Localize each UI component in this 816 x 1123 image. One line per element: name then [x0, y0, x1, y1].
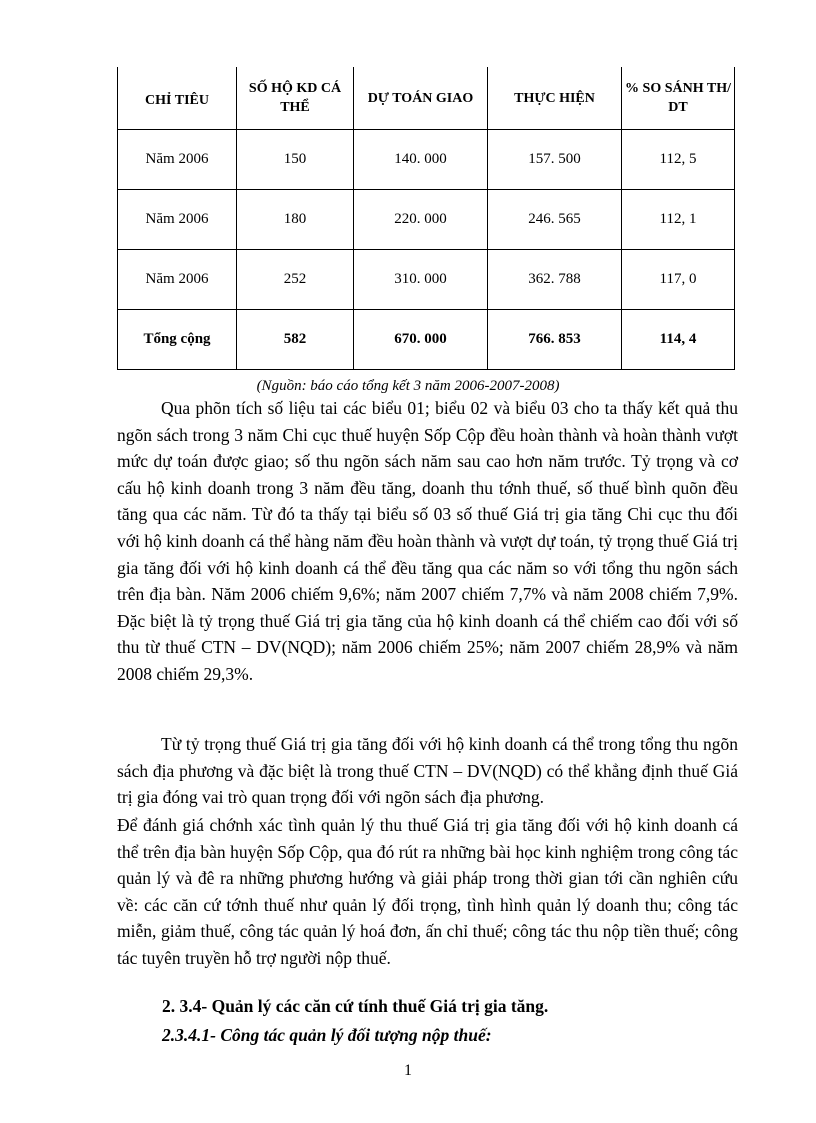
- table-cell: 310. 000: [354, 250, 488, 310]
- revenue-table: [117, 67, 735, 370]
- table-row: [118, 190, 735, 250]
- table-total-row: [118, 310, 735, 370]
- table-header-row: [118, 67, 735, 130]
- header-cell: THỰC HIỆN: [488, 67, 622, 130]
- header-cell: CHỈ TIÊU: [118, 67, 237, 130]
- total-cell: 766. 853: [488, 310, 622, 370]
- table-cell: 362. 788: [488, 250, 622, 310]
- table-cell: 220. 000: [354, 190, 488, 250]
- total-cell: 670. 000: [354, 310, 488, 370]
- paragraph-evaluation: Để đánh giá chớnh xác tình quản lý thu thuế Giá trị gia tăng đối với hộ kinh doanh cá thể trên địa bàn huyện Sốp Cộp, qua đó rút ra những bài học kinh nghiệm trong công tác quản lý và đê ra những phương hướng và giải pháp trong thời gian tới cần nghiên cứu về: các căn cứ tớnh thuế như quản lý đối trọng, tình hình quản lý doanh thu; công tác miễn, giảm thuế, công tác quản lý hoá đơn, ấn chỉ thuế; công tác thu nộp tiền thuế; công tác tuyên truyền hỗ trợ người nộp thuế.: [117, 815, 738, 968]
- table-cell: 157. 500: [488, 130, 622, 190]
- total-cell: Tổng cộng: [118, 310, 237, 370]
- table-cell: 180: [237, 190, 354, 250]
- subsection-heading: 2.3.4.1- Công tác quản lý đối tượng nộp thuế:: [162, 1025, 492, 1045]
- header-cell: % SO SÁNH TH/ DT: [622, 67, 735, 130]
- paragraph-analysis: Qua phõn tích số liệu tai các biểu 01; biểu 02 và biểu 03 cho ta thấy kết quả thu ngõn sách trong 3 năm Chi cục thuế huyện Sốp Cộp đều hoàn thành và hoàn thành vượt mức dự toán được giao; số thu ngõn sách năm sau cao hơn năm trước. Tỷ trọng và cơ cấu hộ kinh doanh trong 3 năm đều tăng, doanh thu tớnh thuế, số thuế bình quõn đều tăng qua các năm. Từ đó ta thấy tại biểu số 03 số thuế Giá trị gia tăng Chi cục thu đối với hộ kinh doanh cá thể hàng năm đều hoàn thành và vượt dự toán, tỷ trọng thuế Giá trị gia tăng đối với hộ kinh doanh cá thể đều tăng qua các năm so với tổng thu ngõn sách trên địa bàn. Năm 2006 chiếm 9,6%; năm 2007 chiếm 7,7% và năm 2008 chiếm 7,9%. Đặc biệt là tỷ trọng thuế Giá trị gia tăng của hộ kinh doanh cá thể chiếm cao đối với số thu từ thuế CTN – DV(NQD); năm 2006 chiếm 25%; năm 2007 chiếm 28,9% và năm 2008 chiếm 29,3%.: [117, 398, 738, 684]
- table-cell: 112, 1: [622, 190, 735, 250]
- table-source-note: (Nguồn: báo cáo tổng kết 3 năm 2006-2007-2008): [256, 378, 560, 394]
- table-row: [118, 130, 735, 190]
- table-cell: 150: [237, 130, 354, 190]
- paragraph-role: Từ tỷ trọng thuế Giá trị gia tăng đối với hộ kinh doanh cá thể trong tổng thu ngõn sách địa phương và đặc biệt là trong thuế CTN – DV(NQD) có thể khẳng định thuế Giá trị gia đóng vai trò quan trọng đối với ngõn sách địa phương.: [117, 734, 738, 808]
- table-row: [118, 250, 735, 310]
- total-cell: 114, 4: [622, 310, 735, 370]
- header-cell: SỐ HỘ KD CÁ THỂ: [237, 67, 354, 130]
- header-cell: DỰ TOÁN GIAO: [354, 67, 488, 130]
- table-cell: 246. 565: [488, 190, 622, 250]
- table-cell: 112, 5: [622, 130, 735, 190]
- table-cell: Năm 2006: [118, 250, 237, 310]
- section-heading: 2. 3.4- Quản lý các căn cứ tính thuế Giá trị gia tăng.: [162, 996, 549, 1016]
- table-cell: 117, 0: [622, 250, 735, 310]
- table-cell: Năm 2006: [118, 190, 237, 250]
- table-cell: 140. 000: [354, 130, 488, 190]
- table-cell: 252: [237, 250, 354, 310]
- total-cell: 582: [237, 310, 354, 370]
- table-cell: Năm 2006: [118, 130, 237, 190]
- page-number: 1: [404, 1062, 412, 1079]
